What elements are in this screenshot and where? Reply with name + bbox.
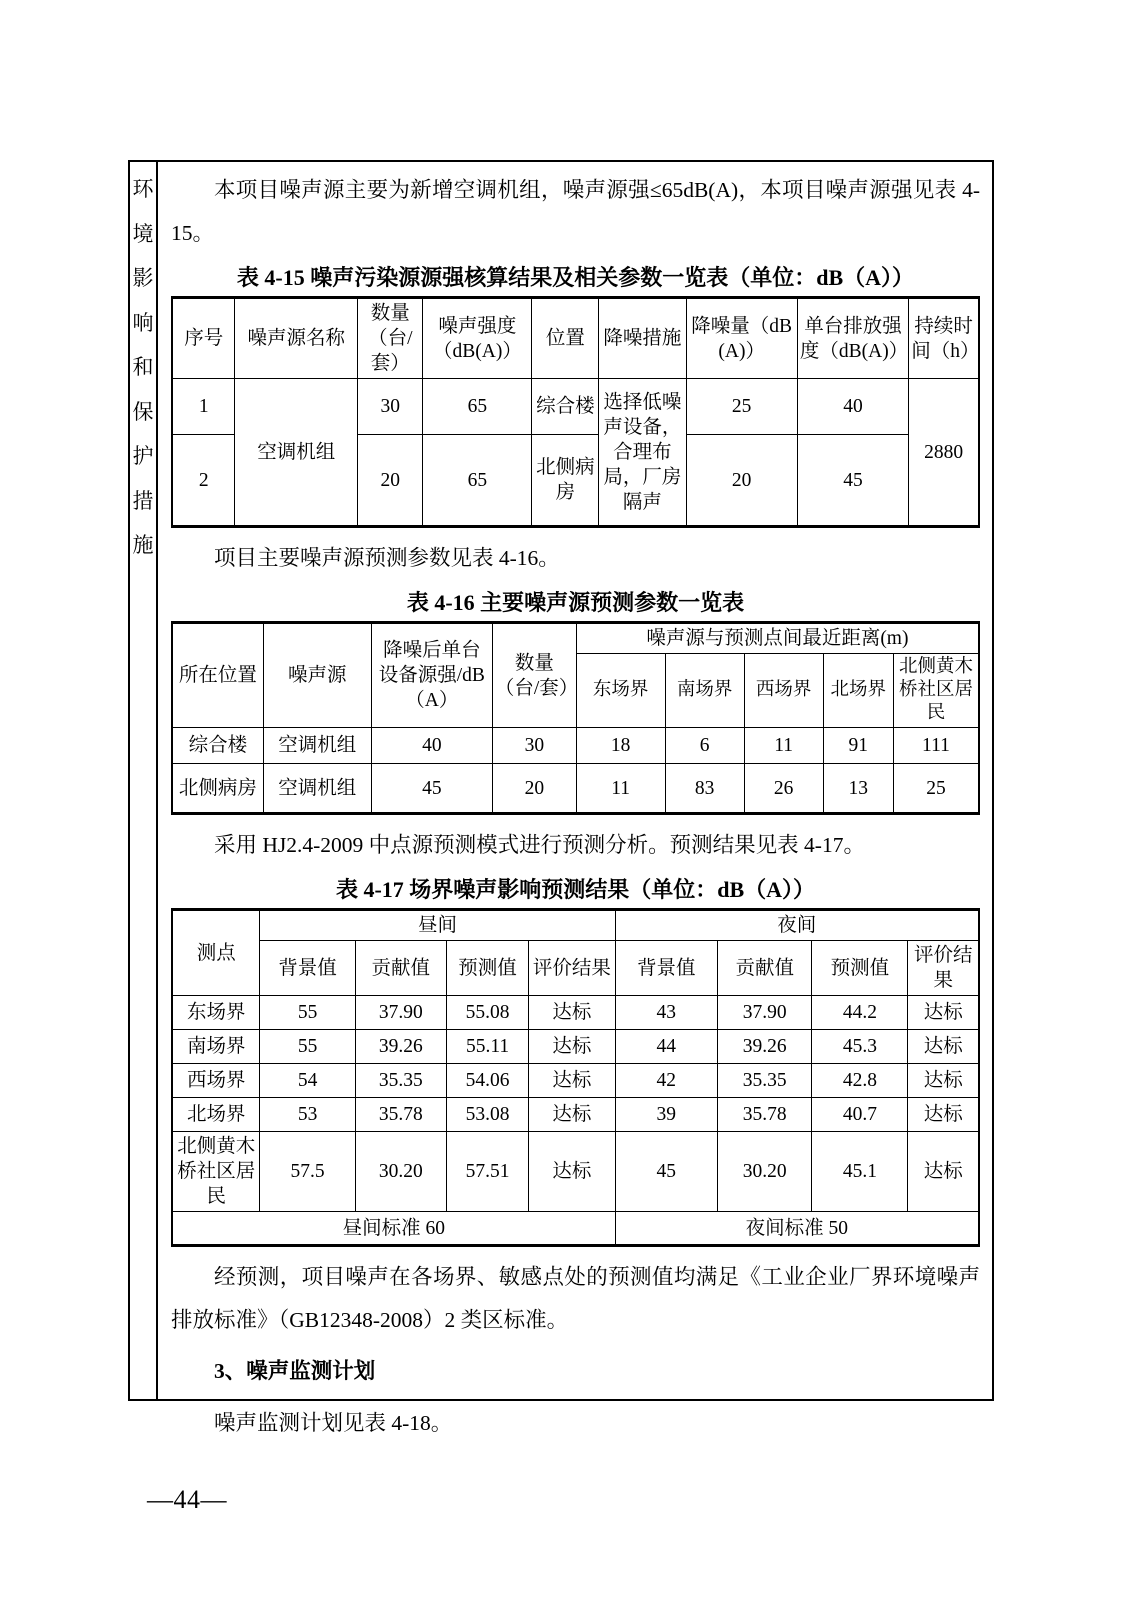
table-row xyxy=(172,1132,979,1212)
sidebar-char: 和 xyxy=(132,355,154,379)
column-header: 所在位置 xyxy=(172,623,263,728)
cell: 空调机组 xyxy=(263,728,371,764)
cell-source-name: 空调机组 xyxy=(235,379,358,527)
cell: 37.90 xyxy=(718,996,812,1030)
intro-paragraph: 本项目噪声源主要为新增空调机组，噪声源强≤65dB(A)，本项目噪声源强见表 4-15。 xyxy=(171,178,980,245)
column-header: 位置 xyxy=(532,298,599,379)
sidebar-char: 措 xyxy=(132,488,154,513)
cell: 达标 xyxy=(529,1030,615,1064)
table-row xyxy=(172,298,979,379)
table-row xyxy=(172,1064,979,1098)
paragraph: 项目主要噪声源预测参数见表 4-16。 xyxy=(214,546,560,570)
cell-seq: 1 xyxy=(172,379,235,435)
page-number: —44— xyxy=(147,1485,227,1514)
paragraph: 采用 HJ2.4-2009 中点源预测模式进行预测分析。预测结果见表 4-17。 xyxy=(214,833,865,857)
column-header: 测点 xyxy=(172,910,260,996)
table-row xyxy=(172,1098,979,1132)
document-body xyxy=(158,162,992,1435)
column-header: 噪声源名称 xyxy=(235,298,358,379)
sidebar-char: 境 xyxy=(132,221,154,246)
cell: 达标 xyxy=(529,1098,615,1132)
cell: 42.8 xyxy=(812,1064,908,1098)
cell: 35.35 xyxy=(355,1064,446,1098)
cell: 北侧黄木桥社区居民 xyxy=(172,1132,260,1212)
cell: 35.78 xyxy=(355,1098,446,1132)
column-header-day: 昼间 xyxy=(260,910,615,941)
cell: 53 xyxy=(260,1098,355,1132)
sidebar-char: 护 xyxy=(132,444,154,468)
table-row xyxy=(172,1212,979,1246)
table-4-17-title: 表 4-17 场界噪声影响预测结果（单位：dB（A）） xyxy=(335,877,816,902)
cell: 55 xyxy=(260,996,355,1030)
cell: 西场界 xyxy=(172,1064,260,1098)
cell: 北侧病房 xyxy=(172,764,263,814)
cell-measure: 选择低噪声设备，合理布局，厂房隔声 xyxy=(599,379,686,527)
table-row xyxy=(172,996,979,1030)
sidebar-char: 环 xyxy=(132,177,154,201)
column-header: 评价结果 xyxy=(529,941,615,996)
column-header: 降噪措施 xyxy=(599,298,686,379)
column-header: 北侧黄木桥社区居民 xyxy=(893,654,979,728)
cell: 30.20 xyxy=(718,1132,812,1212)
sidebar-char: 响 xyxy=(132,310,154,335)
cell: 北场界 xyxy=(172,1098,260,1132)
cell: 111 xyxy=(893,728,979,764)
cell: 42 xyxy=(615,1064,717,1098)
column-header: 持续时间（h） xyxy=(909,298,979,379)
cell: 25 xyxy=(893,764,979,814)
cell: 达标 xyxy=(529,1132,615,1212)
table-row xyxy=(172,941,979,996)
column-header: 降噪后单台设备源强/dB（A） xyxy=(371,623,492,728)
cell: 13 xyxy=(823,764,893,814)
table-4-15 xyxy=(171,296,980,528)
conclusion-paragraph: 经预测，项目噪声在各场界、敏感点处的预测值均满足《工业企业厂界环境噪声排放标准》（GB12348-2008）2 类区标准。 xyxy=(171,1265,980,1332)
sidebar-char: 保 xyxy=(132,399,154,424)
cell: 达标 xyxy=(908,996,979,1030)
sidebar-vertical-label xyxy=(130,162,158,1399)
cell: 45.3 xyxy=(812,1030,908,1064)
cell: 达标 xyxy=(908,1064,979,1098)
cell: 54.06 xyxy=(446,1064,528,1098)
cell: 20 xyxy=(492,764,576,814)
cell: 55 xyxy=(260,1030,355,1064)
column-header: 南场界 xyxy=(665,654,744,728)
column-header: 数量（台/套） xyxy=(358,298,423,379)
sidebar-char: 施 xyxy=(132,533,154,557)
cell: 53.08 xyxy=(446,1098,528,1132)
cell: 30.20 xyxy=(355,1132,446,1212)
cell: 39 xyxy=(615,1098,717,1132)
cell: 55.11 xyxy=(446,1030,528,1064)
column-header: 背景值 xyxy=(260,941,355,996)
cell-reduction: 20 xyxy=(686,435,797,527)
cell: 44.2 xyxy=(812,996,908,1030)
table-row xyxy=(172,1030,979,1064)
column-header: 噪声源 xyxy=(263,623,371,728)
column-header: 预测值 xyxy=(446,941,528,996)
column-header: 背景值 xyxy=(615,941,717,996)
table-4-17 xyxy=(171,908,980,1247)
cell: 综合楼 xyxy=(172,728,263,764)
table-4-15-title: 表 4-15 噪声污染源源强核算结果及相关参数一览表（单位：dB（A）） xyxy=(236,265,915,290)
cell: 达标 xyxy=(908,1132,979,1212)
cell: 83 xyxy=(665,764,744,814)
cell-unit-emission: 45 xyxy=(797,435,908,527)
cell: 达标 xyxy=(529,996,615,1030)
table-row xyxy=(172,910,979,941)
column-header: 西场界 xyxy=(744,654,823,728)
cell: 45 xyxy=(371,764,492,814)
column-header: 数量（台/套） xyxy=(492,623,576,728)
column-header: 北场界 xyxy=(823,654,893,728)
table-row xyxy=(172,623,979,654)
column-header: 序号 xyxy=(172,298,235,379)
cell: 39.26 xyxy=(718,1030,812,1064)
cell: 11 xyxy=(576,764,665,814)
cell: 18 xyxy=(576,728,665,764)
cell-day-standard: 昼间标准 60 xyxy=(172,1212,615,1246)
cell: 35.78 xyxy=(718,1098,812,1132)
cell-qty: 30 xyxy=(358,379,423,435)
sidebar-char: 影 xyxy=(132,266,154,290)
cell: 达标 xyxy=(908,1030,979,1064)
cell: 35.35 xyxy=(718,1064,812,1098)
column-header: 评价结果 xyxy=(908,941,979,996)
table-row xyxy=(172,728,979,764)
cell: 45.1 xyxy=(812,1132,908,1212)
table-4-16 xyxy=(171,621,980,815)
cell: 44 xyxy=(615,1030,717,1064)
cell: 54 xyxy=(260,1064,355,1098)
cell: 91 xyxy=(823,728,893,764)
cell: 43 xyxy=(615,996,717,1030)
cell-unit-emission: 40 xyxy=(797,379,908,435)
cell-qty: 20 xyxy=(358,435,423,527)
cell: 45 xyxy=(615,1132,717,1212)
cell-duration: 2880 xyxy=(909,379,979,527)
cell: 30 xyxy=(492,728,576,764)
cell: 40.7 xyxy=(812,1098,908,1132)
cell: 6 xyxy=(665,728,744,764)
cell: 达标 xyxy=(529,1064,615,1098)
column-header: 单台排放强度（dB(A)） xyxy=(797,298,908,379)
column-header-distance: 噪声源与预测点间最近距离(m) xyxy=(576,623,979,654)
cell: 57.51 xyxy=(446,1132,528,1212)
cell-reduction: 25 xyxy=(686,379,797,435)
cell-location: 综合楼 xyxy=(532,379,599,435)
column-header-night: 夜间 xyxy=(615,910,979,941)
paragraph: 噪声监测计划见表 4-18。 xyxy=(214,1411,453,1435)
column-header: 东场界 xyxy=(576,654,665,728)
cell: 空调机组 xyxy=(263,764,371,814)
cell: 达标 xyxy=(908,1098,979,1132)
table-4-16-title: 表 4-16 主要噪声源预测参数一览表 xyxy=(406,590,745,615)
cell: 40 xyxy=(371,728,492,764)
cell: 11 xyxy=(744,728,823,764)
column-header: 贡献值 xyxy=(355,941,446,996)
content-frame xyxy=(128,160,994,1435)
cell-seq: 2 xyxy=(172,435,235,527)
cell-strength: 65 xyxy=(423,379,532,435)
column-header: 噪声强度（dB(A)） xyxy=(423,298,532,379)
cell: 南场界 xyxy=(172,1030,260,1064)
cell: 55.08 xyxy=(446,996,528,1030)
cell: 26 xyxy=(744,764,823,814)
cell: 东场界 xyxy=(172,996,260,1030)
column-header: 预测值 xyxy=(812,941,908,996)
cell-location: 北侧病房 xyxy=(532,435,599,527)
cell: 37.90 xyxy=(355,996,446,1030)
cell-strength: 65 xyxy=(423,435,532,527)
table-row xyxy=(172,764,979,814)
table-row xyxy=(172,379,979,435)
column-header: 贡献值 xyxy=(718,941,812,996)
column-header: 降噪量（dB(A)） xyxy=(686,298,797,379)
section-heading: 3、噪声监测计划 xyxy=(214,1359,376,1383)
cell: 57.5 xyxy=(260,1132,355,1212)
cell-night-standard: 夜间标准 50 xyxy=(615,1212,979,1246)
cell: 39.26 xyxy=(355,1030,446,1064)
